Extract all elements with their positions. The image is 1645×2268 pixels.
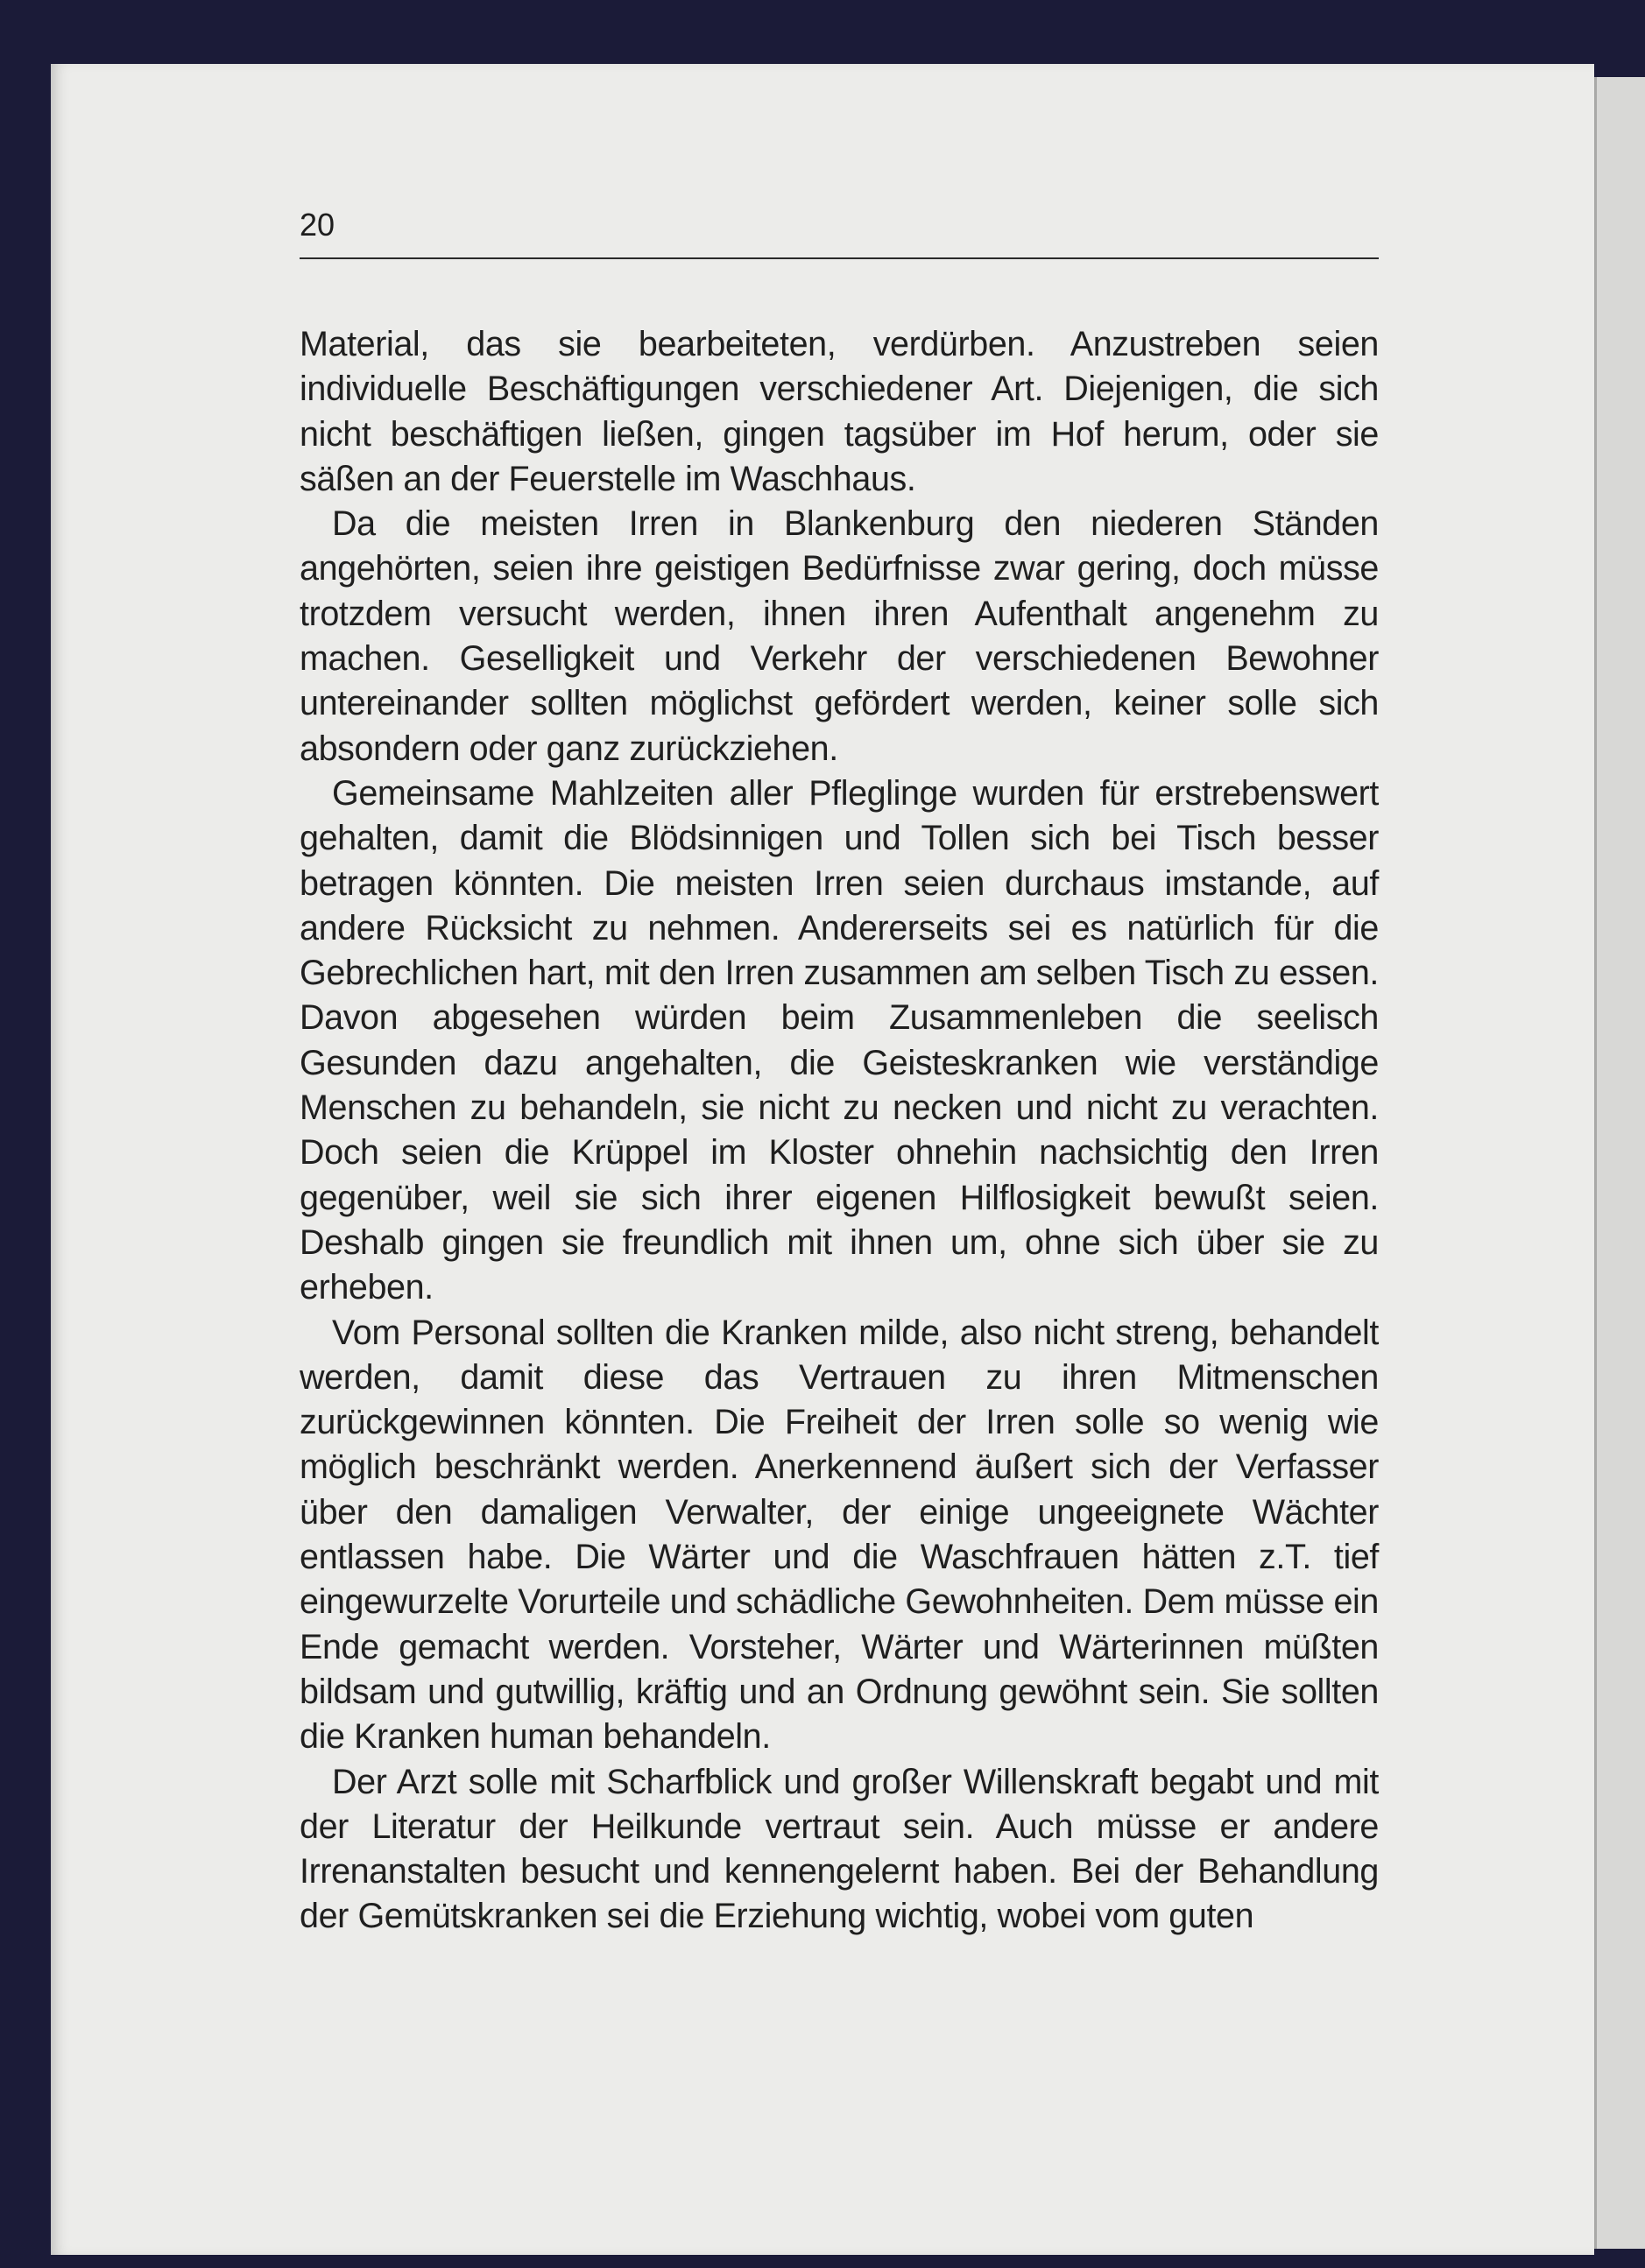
facing-page-edge xyxy=(1594,77,1645,2249)
paragraph-3: Gemeinsame Mahlzeiten aller Pfleglinge wurden für erstrebenswert gehalten, damit die Blödsinnigen und Tollen sich bei Tisch besser betragen könnten. Die meisten Irren seien durchaus imstande, auf andere Rücksicht zu nehmen. Andererseits sei es natürlich für die Gebrechlichen hart, mit den Irren zusammen am selben Tisch zu essen. Davon abgesehen würden beim Zusammenleben die seelisch Gesunden dazu angehalten, die Geisteskranken wie verständige Menschen zu behandeln, sie nicht zu necken und nicht zu verachten. Doch seien die Krüppel im Kloster ohnehin nachsichtig den Irren gegenüber, weil sie sich ihrer eigenen Hilflosigkeit bewußt seien. Deshalb gingen sie freundlich mit ihnen um, ohne sich über sie zu erheben. xyxy=(300,773,1379,1307)
paragraph-4: Vom Personal sollten die Kranken milde, also nicht streng, behandelt werden, damit diese das Vertrauen zu ihren Mitmenschen zurückgewinnen könnten. Die Freiheit der Irren solle so wenig wie möglich beschränkt werden. Anerkennend äußert sich der Verfasser über den damaligen Verwalter, der einige ungeeignete Wächter entlassen habe. Die Wärter und die Waschfrauen hätten z.T. tief eingewurzelte Vorurteile und schädliche Gewohnheiten. Dem müsse ein Ende gemacht werden. Vorsteher, Wärter und Wärterinnen müßten bildsam und gutwillig, kräftig und an Ordnung gewöhnt sein. Sie sollten die Kranken human behandeln. xyxy=(300,1313,1379,1757)
body-text xyxy=(300,322,1379,1940)
paragraph-1: Material, das sie bearbeiteten, verdürben. Anzustreben seien individuelle Beschäftigungen verschiedener Art. Diejenigen, die sich nicht beschäftigen ließen, gingen tagsüber im Hof herum, oder sie säßen an der Feuerstelle im Waschhaus. xyxy=(300,325,1379,498)
paragraph-5: Der Arzt solle mit Scharfblick und großer Willenskraft begabt und mit der Literatur der Heilkunde vertraut sein. Auch müsse er andere Irrenanstalten besucht und kennengelernt haben. Bei der Behandlung der Gemütskranken sei die Erziehung wichtig, wobei vom guten xyxy=(300,1762,1379,1936)
paragraph-2: Da die meisten Irren in Blankenburg den niederen Ständen angehörten, seien ihre geistigen Bedürfnisse zwar gering, doch müsse trotzdem versucht werden, ihnen ihren Aufenthalt angenehm zu machen. Geselligkeit und Verkehr der verschiedenen Bewohner untereinander sollten möglichst gefördert werden, keiner solle sich absondern oder ganz zurückziehen. xyxy=(300,504,1379,768)
page-number: 20 xyxy=(300,207,335,243)
page-header xyxy=(300,203,1379,259)
